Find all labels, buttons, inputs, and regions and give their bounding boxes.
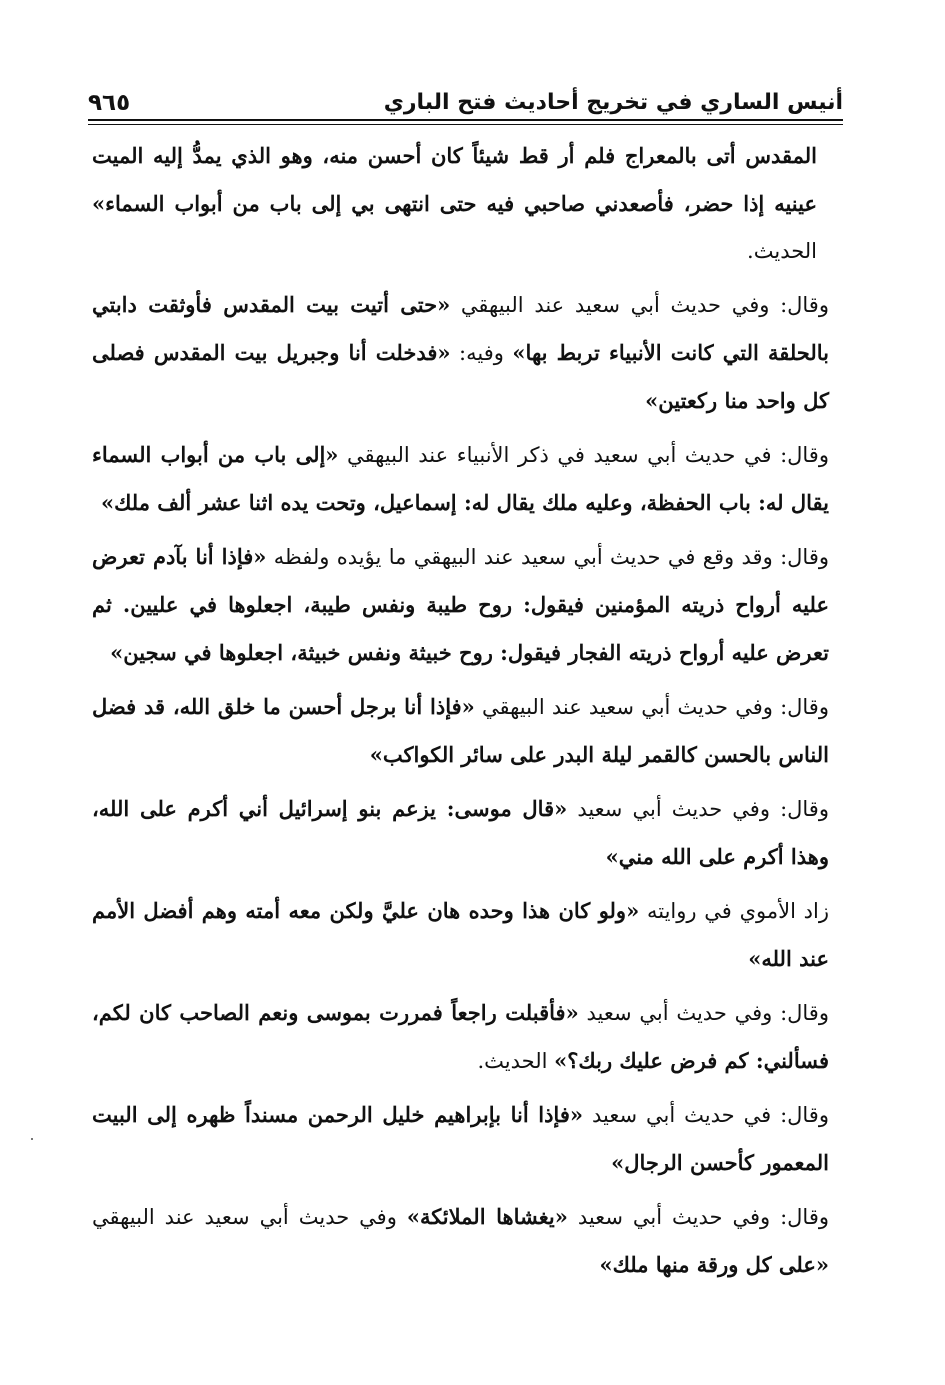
narration-text: وقال: وفي حديث أبي سعيد xyxy=(567,797,829,821)
paragraph xyxy=(92,1193,829,1289)
paragraph xyxy=(92,533,829,677)
hadith-quote: المقدس أتى بالمعراج فلم أر قط شيئاً كان أحسن منه، وهو الذي يمدُّ إليه الميت عينيه إذا حضر، فأصعدني صاحبي فيه حتى انتهى بي إلى باب من أبواب السماء» xyxy=(92,143,817,216)
paragraph xyxy=(92,785,829,881)
narration-text: وقال: في حديث أبي سعيد xyxy=(583,1103,829,1127)
hadith-quote: «فإذا أنا بآدم تعرض عليه أرواح ذريته المؤمنين فيقول: روح طيبة ونفس طيبة، اجعلوها في عليين. ثم تعرض عليه أرواح ذريته الفجار فيقول: روح خبيثة ونفس خبيثة، اجعلوها في سجين» xyxy=(92,544,829,665)
hadith-quote: «ولو كان هذا وحده هان عليَّ ولكن معه أمته وهم أفضل الأمم عند الله» xyxy=(92,898,829,971)
margin-mark xyxy=(31,1138,33,1140)
hadith-quote: «على كل ورقة منها ملك» xyxy=(599,1252,829,1277)
page-body xyxy=(92,132,830,1295)
narration-text: وقال: وفي حديث أبي سعيد عند البيهقي xyxy=(450,293,829,317)
narration-text: وقال: وفي حديث أبي سعيد xyxy=(567,1205,830,1229)
hadith-quote: «فإذا أنا بإبراهيم خليل الرحمن مسنداً ظهره إلى البيت المعمور كأحسن الرجال» xyxy=(92,1102,829,1175)
hadith-quote: «قال موسى: يزعم بنو إسرائيل أني أكرم على الله، وهذا أكرم على الله مني» xyxy=(92,796,829,869)
running-title: أنيس الساري في تخريج أحاديث فتح الباري xyxy=(383,90,843,115)
hadith-quote: «فأقبلت راجعاً فمررت بموسى ونعم الصاحب كان لكم، فسألني: كم فرض عليك ربك؟» xyxy=(92,1000,829,1073)
paragraph xyxy=(92,281,829,425)
paragraph xyxy=(92,1091,829,1187)
narration-text: وفيه: xyxy=(450,341,513,365)
hadith-quote: «فإذا أنا برجل أحسن ما خلق الله، قد فضل الناس بالحسن كالقمر ليلة البدر على سائر الكواكب» xyxy=(92,694,829,767)
header-rule-thin xyxy=(88,124,843,125)
hadith-quote: «فدخلت أنا وجبريل بيت المقدس فصلى كل واحد منا ركعتين» xyxy=(92,340,829,413)
narration-text: وفي حديث أبي سعيد عند البيهقي xyxy=(92,1205,407,1229)
page-header xyxy=(88,82,843,118)
narration-text: وقال: وفي حديث أبي سعيد xyxy=(578,1001,829,1025)
narration-text: الحديث. xyxy=(477,1049,555,1073)
hadith-quote: «حتى أتيت بيت المقدس فأوثقت دابتي بالحلقة التي كانت الأنبياء تربط بها» xyxy=(92,292,829,365)
narration-text: الحديث. xyxy=(747,239,817,263)
paragraph xyxy=(92,887,829,983)
narration-text: وقال: في حديث أبي سعيد في ذكر الأنبياء عند البيهقي xyxy=(338,443,829,467)
hadith-quote: «يغشاها الملائكة» xyxy=(406,1204,568,1229)
narration-text: وقال: وقد وقع في حديث أبي سعيد عند البيهقي ما يؤيده ولفظه xyxy=(266,545,829,569)
narration-text: وقال: وفي حديث أبي سعيد عند البيهقي xyxy=(474,695,829,719)
paragraph xyxy=(92,132,817,275)
paragraph xyxy=(92,989,829,1085)
hadith-quote: «إلى باب من أبواب السماء يقال له: باب الحفظة، وعليه ملك يقال له: إسماعيل، وتحت يده اثنا عشر ألف ملك» xyxy=(92,442,829,515)
paragraph xyxy=(92,683,829,779)
narration-text: زاد الأموي في روايته xyxy=(639,899,829,923)
page-number: ٩٦٥ xyxy=(88,90,131,116)
paragraph xyxy=(92,431,829,527)
header-rule xyxy=(88,119,843,121)
